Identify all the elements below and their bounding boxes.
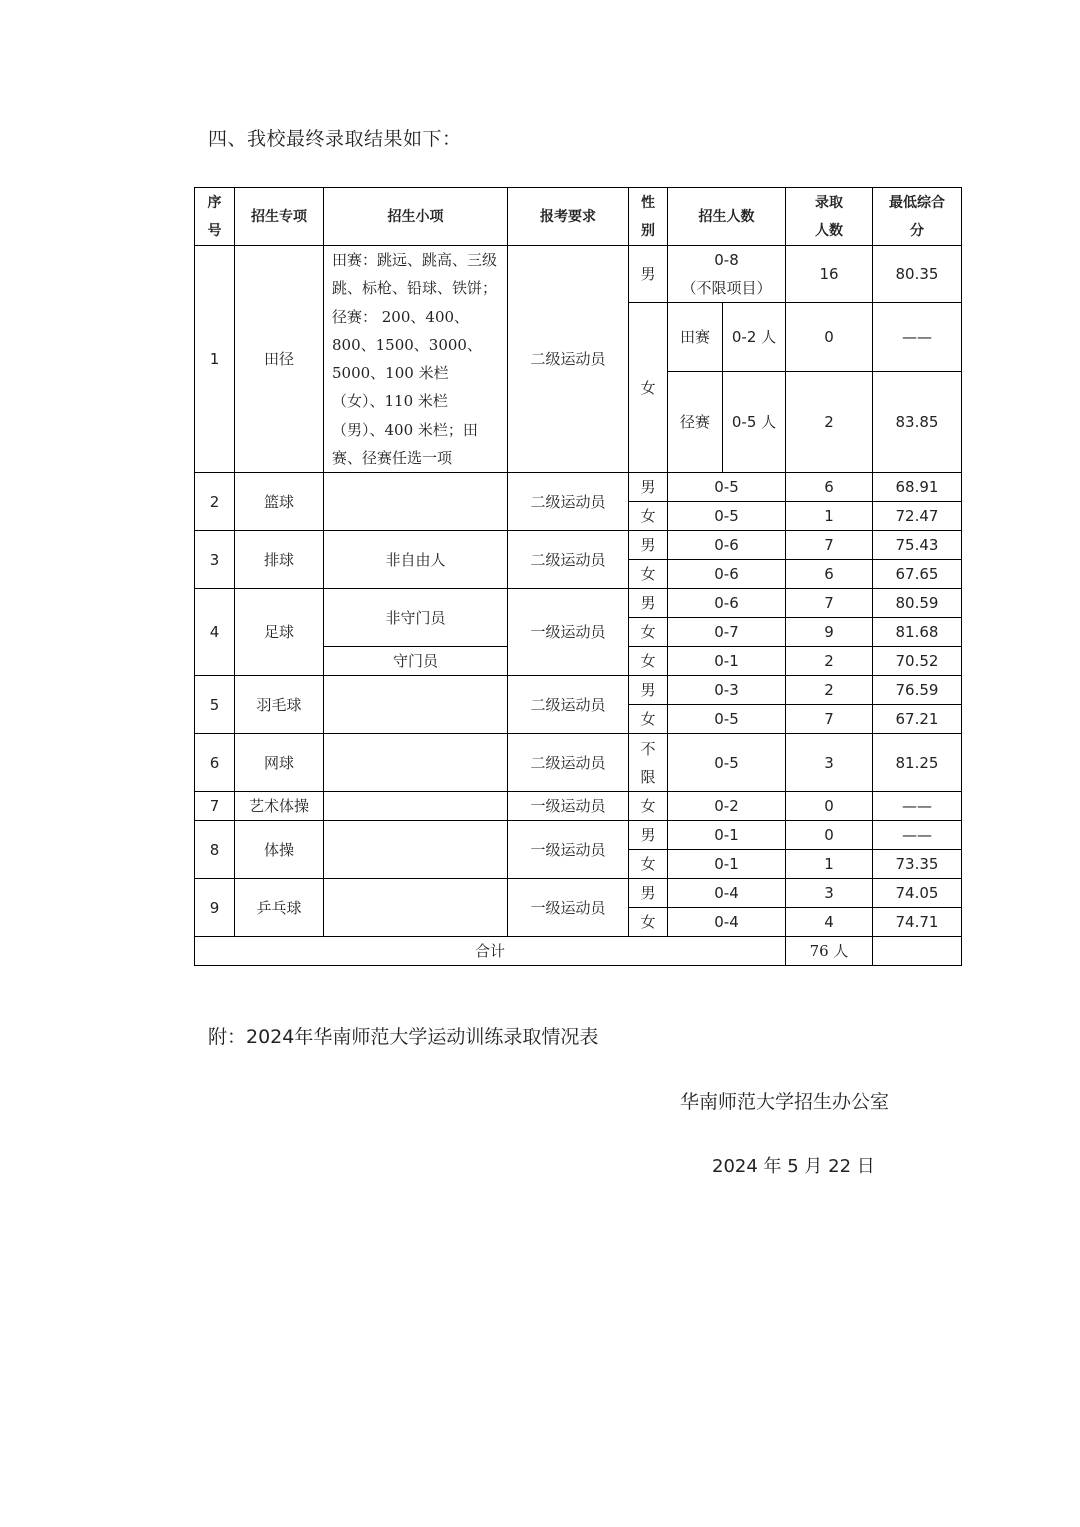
- quota-cell: 0-4: [668, 908, 786, 937]
- min-score-cell: 74.71: [873, 908, 962, 937]
- gender-cell: 女: [629, 908, 668, 937]
- min-score-cell: ——: [873, 821, 962, 850]
- gender-cell: 男: [629, 473, 668, 502]
- issuing-office: 华南师范大学招生办公室: [680, 1091, 890, 1113]
- admitted-cell: 2: [786, 676, 873, 705]
- admitted-cell: 16: [786, 246, 873, 303]
- specialty-cell: 田径: [235, 246, 324, 473]
- quota-cell: 0-5: [668, 705, 786, 734]
- specialty-cell: 羽毛球: [235, 676, 324, 734]
- admitted-cell: 3: [786, 879, 873, 908]
- admitted-cell: 2: [786, 647, 873, 676]
- header-quota: 招生人数: [668, 188, 786, 246]
- specialty-cell: 乒乓球: [235, 879, 324, 937]
- quota-cell: 0-2 人: [723, 303, 786, 372]
- gender-cell: 女: [629, 502, 668, 531]
- header-sub-item: 招生小项: [324, 188, 508, 246]
- gender-cell: [629, 734, 668, 792]
- seq-cell: 1: [195, 246, 235, 473]
- quota-cell: 0-4: [668, 879, 786, 908]
- min-score-cell: 67.21: [873, 705, 962, 734]
- admitted-cell: 2: [786, 372, 873, 473]
- specialty-cell: 艺术体操: [235, 792, 324, 821]
- min-score-cell: ——: [873, 792, 962, 821]
- gender-cell: 女: [629, 618, 668, 647]
- event-cell: 径赛: [668, 372, 723, 473]
- header-requirement: 报考要求: [508, 188, 629, 246]
- admission-results-table: [194, 187, 962, 966]
- seq-cell: 9: [195, 879, 235, 937]
- requirement-cell: 一级运动员: [508, 792, 629, 821]
- sub-item-cell: [324, 676, 508, 734]
- admitted-cell: 1: [786, 502, 873, 531]
- quota-cell: 0-2: [668, 792, 786, 821]
- gender-cell: 男: [629, 821, 668, 850]
- min-score-cell: 76.59: [873, 676, 962, 705]
- quota-cell: 0-5: [668, 473, 786, 502]
- event-cell: 田赛: [668, 303, 723, 372]
- specialty-cell: 体操: [235, 821, 324, 879]
- sub-item-cell: [324, 473, 508, 531]
- quota-note: （不限项目）: [681, 279, 772, 297]
- table-row: [195, 821, 962, 850]
- table-row: [195, 473, 962, 502]
- gender-cell: 女: [629, 792, 668, 821]
- specialty-cell: 足球: [235, 589, 324, 676]
- table-row: [195, 792, 962, 821]
- quota-range: 0-8: [714, 251, 739, 269]
- header-gender: 性别: [629, 188, 668, 246]
- admitted-cell: 1: [786, 850, 873, 879]
- gender-cell: 女: [629, 303, 668, 473]
- gender-cell: 男: [629, 246, 668, 303]
- seq-cell: 2: [195, 473, 235, 531]
- sub-item-cell: [324, 734, 508, 792]
- requirement-cell: 二级运动员: [508, 246, 629, 473]
- admitted-cell: 7: [786, 705, 873, 734]
- requirement-cell: 一级运动员: [508, 589, 629, 676]
- quota-cell: 0-6: [668, 589, 786, 618]
- seq-cell: 5: [195, 676, 235, 734]
- table-row: [195, 531, 962, 560]
- header-seq: 序号: [195, 188, 235, 246]
- admitted-cell: 7: [786, 589, 873, 618]
- gender-cell: 男: [629, 589, 668, 618]
- specialty-cell: 排球: [235, 531, 324, 589]
- table-row: [195, 734, 962, 792]
- header-min-score: 最低综合分: [873, 188, 962, 246]
- specialty-cell: 网球: [235, 734, 324, 792]
- quota-cell: 0-5: [668, 502, 786, 531]
- admitted-cell: 0: [786, 792, 873, 821]
- gender-text: 不限: [640, 739, 656, 786]
- sub-item-cell: 非守门员: [324, 589, 508, 647]
- quota-cell: 0-1: [668, 647, 786, 676]
- total-min-score: [873, 937, 962, 966]
- requirement-cell: 二级运动员: [508, 531, 629, 589]
- sub-item-cell: [324, 821, 508, 879]
- min-score-cell: 70.52: [873, 647, 962, 676]
- seq-cell: 3: [195, 531, 235, 589]
- quota-cell: [668, 246, 786, 303]
- admitted-cell: 6: [786, 560, 873, 589]
- min-score-cell: 67.65: [873, 560, 962, 589]
- sub-item-cell: 田赛：跳远、跳高、三级跳、标枪、铅球、铁饼；径赛： 200、400、800、1500、3000、5000、100 米栏（女）、110 米栏（男）、400 米栏；田赛、径赛任选一项: [324, 246, 508, 473]
- admitted-cell: 0: [786, 821, 873, 850]
- table-row: [195, 589, 962, 618]
- quota-cell: 0-1: [668, 850, 786, 879]
- seq-cell: 8: [195, 821, 235, 879]
- min-score-cell: 83.85: [873, 372, 962, 473]
- admitted-cell: 3: [786, 734, 873, 792]
- gender-cell: 女: [629, 850, 668, 879]
- admitted-cell: 9: [786, 618, 873, 647]
- requirement-cell: 二级运动员: [508, 734, 629, 792]
- min-score-cell: 73.35: [873, 850, 962, 879]
- admitted-cell: 7: [786, 531, 873, 560]
- issue-date: 2024 年 5 月 22 日: [712, 1156, 875, 1177]
- table-row: [195, 246, 962, 303]
- min-score-cell: 81.25: [873, 734, 962, 792]
- min-score-cell: 75.43: [873, 531, 962, 560]
- header-admitted: 录取人数: [786, 188, 873, 246]
- min-score-cell: 80.59: [873, 589, 962, 618]
- requirement-cell: 一级运动员: [508, 879, 629, 937]
- specialty-cell: 篮球: [235, 473, 324, 531]
- seq-cell: 6: [195, 734, 235, 792]
- sub-item-cell: [324, 792, 508, 821]
- min-score-cell: 68.91: [873, 473, 962, 502]
- quota-cell: 0-1: [668, 821, 786, 850]
- gender-cell: 男: [629, 879, 668, 908]
- admitted-cell: 6: [786, 473, 873, 502]
- admitted-cell: 4: [786, 908, 873, 937]
- min-score-cell: ——: [873, 303, 962, 372]
- min-score-cell: 72.47: [873, 502, 962, 531]
- gender-cell: 女: [629, 705, 668, 734]
- total-label: 合计: [195, 937, 786, 966]
- requirement-cell: 二级运动员: [508, 473, 629, 531]
- min-score-cell: 80.35: [873, 246, 962, 303]
- sub-item-cell: 非自由人: [324, 531, 508, 589]
- seq-cell: 4: [195, 589, 235, 676]
- section-heading: 四、我校最终录取结果如下：: [208, 128, 462, 150]
- min-score-cell: 74.05: [873, 879, 962, 908]
- requirement-cell: 二级运动员: [508, 676, 629, 734]
- table-row: [195, 676, 962, 705]
- seq-cell: 7: [195, 792, 235, 821]
- quota-cell: 0-5: [668, 734, 786, 792]
- sub-item-cell: [324, 879, 508, 937]
- min-score-cell: 81.68: [873, 618, 962, 647]
- admitted-cell: 0: [786, 303, 873, 372]
- gender-cell: 女: [629, 560, 668, 589]
- gender-cell: 男: [629, 676, 668, 705]
- quota-cell: 0-6: [668, 560, 786, 589]
- header-specialty: 招生专项: [235, 188, 324, 246]
- total-row: [195, 937, 962, 966]
- attachment-note: 附：2024年华南师范大学运动训练录取情况表: [208, 1026, 599, 1048]
- gender-cell: 女: [629, 647, 668, 676]
- quota-cell: 0-3: [668, 676, 786, 705]
- quota-cell: 0-7: [668, 618, 786, 647]
- sub-item-cell: 守门员: [324, 647, 508, 676]
- total-admitted: 76 人: [786, 937, 873, 966]
- table-header-row: [195, 188, 962, 246]
- requirement-cell: 一级运动员: [508, 821, 629, 879]
- table-row: [195, 879, 962, 908]
- quota-cell: 0-6: [668, 531, 786, 560]
- gender-cell: 男: [629, 531, 668, 560]
- quota-cell: 0-5 人: [723, 372, 786, 473]
